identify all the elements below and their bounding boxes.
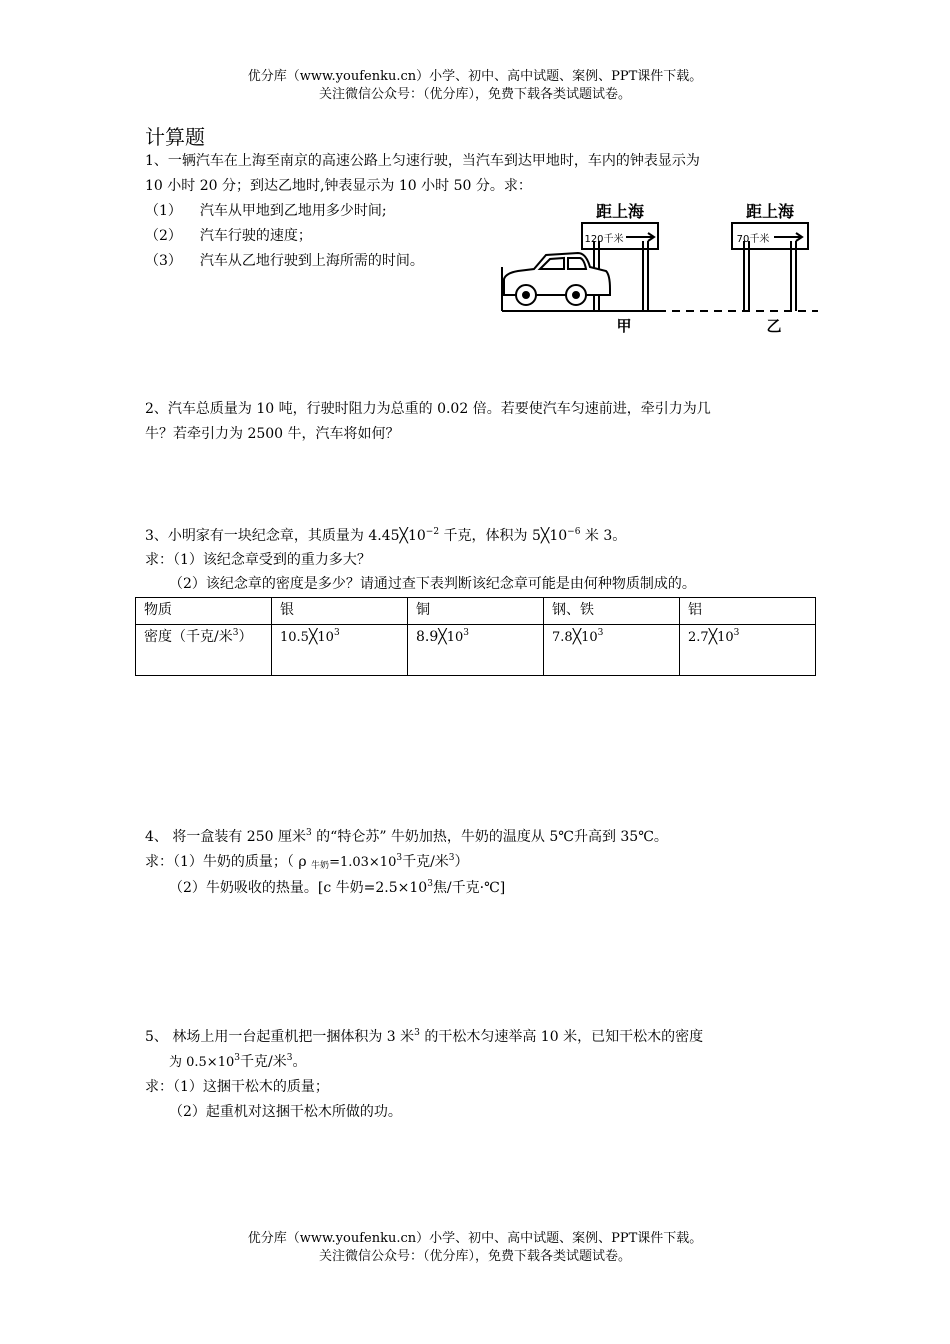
q3-line-2: 求：（1）该纪念章受到的重力多大？ [145, 552, 371, 568]
q1-line-1: 1、一辆汽车在上海至南京的高速公路上匀速行驶，当汽车到达甲地时，车内的钟表显示为 [145, 153, 700, 169]
q5-line-3: 求：（1）这捆干松木的质量； [145, 1079, 329, 1095]
cell-times: ╳ [438, 629, 447, 645]
q1-sub-1 [145, 200, 387, 222]
cell-ten: 10 [446, 630, 464, 645]
q3-times-2: ╳ [540, 528, 550, 544]
q3-line-1 [145, 525, 626, 547]
q5-line2-c: 。 [292, 1054, 307, 1070]
sign-a-title: 距上海 [595, 202, 645, 221]
q3-ten-1: 10 [407, 528, 426, 544]
row-label-close: ） [238, 629, 253, 645]
q5-line2-sup2: 3 [286, 1053, 293, 1063]
q3-text-b: 千克，体积为 5 [439, 528, 541, 544]
q4-line2-sup2: 3 [448, 853, 455, 863]
q1-line-2: 10 小时 20 分；到达乙地时,钟表显示为 10 小时 50 分。求： [145, 178, 532, 194]
table-row-label [136, 625, 272, 676]
cell-times: ╳ [708, 629, 718, 645]
q4-line3-sup: 3 [427, 879, 433, 889]
cell-ten: 10 [581, 630, 598, 645]
q1-road-sign-figure [498, 197, 822, 339]
cell-times: ╳ [308, 629, 318, 645]
q1-sub-3-num: （3） [145, 253, 182, 269]
q4-line3-a: （2）牛奶吸收的热量。[c 牛奶=2.5×10 [169, 880, 428, 896]
page-header [0, 68, 950, 104]
q4-line2-c: 千克/米 [402, 854, 449, 870]
q4-line-1 [145, 826, 668, 848]
cell-base: 7.8 [552, 630, 573, 645]
cell-base: 10.5 [280, 630, 309, 645]
q5-line2-sup: 3 [234, 1053, 240, 1063]
q5-line-2 [169, 1051, 306, 1074]
q3-line-3: （2）该纪念章的密度是多少？请通过查下表判断该纪念章可能是由何种物质制成的。 [169, 576, 696, 592]
q4-line3-b: 焦/千克·℃] [432, 880, 506, 896]
q5-line-1 [145, 1026, 703, 1048]
row-label-sup: 3 [232, 628, 239, 638]
q1-sub-1-num: （1） [145, 203, 182, 219]
cell-exp: 3 [733, 628, 740, 638]
table-header-cell: 铝 [680, 598, 816, 625]
q3-text-c: 米 3。 [580, 528, 627, 544]
section-title: 计算题 [145, 125, 205, 149]
cell-times: ╳ [572, 629, 582, 645]
footer-line-2: 关注微信公众号：（优分库），免费下载各类试题试卷。 [318, 1249, 631, 1264]
q1-sub-1-text: 汽车从甲地到乙地用多少时间; [199, 203, 387, 219]
q1-sub-3 [145, 250, 424, 272]
cell-exp: 3 [597, 628, 604, 638]
q5-line-4: （2）起重机对这捆干松木所做的功。 [169, 1104, 402, 1120]
table-header-cell: 银 [272, 598, 408, 625]
q3-text-a: 3、小明家有一块纪念章，其质量为 4.45 [145, 528, 400, 544]
table-cell [272, 625, 408, 676]
density-table [135, 597, 816, 676]
q1-sub-2-num: （2） [145, 228, 182, 244]
q4-line2-a: 求：（1）牛奶的质量；（ ρ [145, 854, 312, 870]
q2-line-1: 2、汽车总质量为 10 吨，行驶时阻力为总重的 0.02 倍。若要使汽车匀速前进，牵引力为几 [145, 401, 711, 417]
q3-ten-2: 10 [549, 528, 568, 544]
q3-exp-2: −6 [567, 527, 581, 537]
q4-sup: 3 [305, 828, 312, 838]
header-line-1: 优分库（www.youfenku.cn）小学、初中、高中试题、案例、PPT课件下载。 [247, 69, 703, 84]
q4-text-b: 的“特仑苏” 牛奶加热，牛奶的温度从 5℃升高到 35℃。 [311, 829, 668, 845]
q5-text-a: 5、 林场上用一台起重机把一捆体积为 3 米 [145, 1029, 415, 1045]
table-cell [408, 625, 544, 676]
q4-text-a: 4、 将一盒装有 250 厘米 [145, 829, 306, 845]
page-footer [0, 1230, 950, 1266]
cell-base: 2.7 [688, 630, 709, 645]
q4-line2-b: =1.03×10 [329, 855, 397, 870]
cell-exp: 3 [333, 628, 340, 638]
sign-b-value: 70千米 [736, 234, 770, 245]
table-row [136, 598, 816, 625]
q1-sub-3-text: 汽车从乙地行驶到上海所需的时间。 [199, 253, 424, 269]
sign-b-title: 距上海 [745, 202, 795, 221]
table-cell [544, 625, 680, 676]
cell-base: 8.9 [416, 629, 439, 645]
cell-ten: 10 [317, 630, 334, 645]
cell-ten: 10 [717, 630, 734, 645]
sign-a-value: 120千米 [584, 234, 624, 245]
table-row [136, 625, 816, 676]
q5-text-b: 的干松木匀速举高 10 米，已知干松木的密度 [419, 1029, 704, 1045]
q1-sub-2-text: 汽车行驶的速度； [199, 228, 312, 244]
q5-line2-b: 千克/米 [239, 1054, 287, 1070]
table-cell [680, 625, 816, 676]
footer-line-1: 优分库（www.youfenku.cn）小学、初中、高中试题、案例、PPT课件下载。 [247, 1231, 703, 1246]
q3-exp-1: −2 [425, 527, 440, 537]
q2-line-2: 牛？若牵引力为 2500 牛，汽车将如何？ [145, 426, 400, 442]
cell-exp: 3 [463, 628, 469, 638]
q4-line-3 [169, 877, 505, 899]
table-header-cell: 钢、铁 [544, 598, 680, 625]
label-jia: 甲 [616, 317, 632, 335]
label-yi: 乙 [766, 317, 782, 335]
q4-line2-sup: 3 [396, 853, 403, 863]
q1-sub-2 [145, 225, 312, 247]
row-label-text: 密度（千克/米 [144, 629, 233, 645]
header-line-2: 关注微信公众号：（优分库），免费下载各类试题试卷。 [318, 87, 631, 102]
q4-line-2 [145, 851, 469, 877]
q3-times-1: ╳ [399, 528, 408, 544]
q4-line2-d: ） [454, 854, 469, 870]
q5-sup: 3 [414, 1028, 420, 1038]
table-header-cell: 铜 [408, 598, 544, 625]
q4-line2-sub: 牛奶 [311, 861, 330, 871]
q5-line2-a: 为 0.5×10 [169, 1055, 235, 1070]
table-header-cell: 物质 [136, 598, 272, 625]
